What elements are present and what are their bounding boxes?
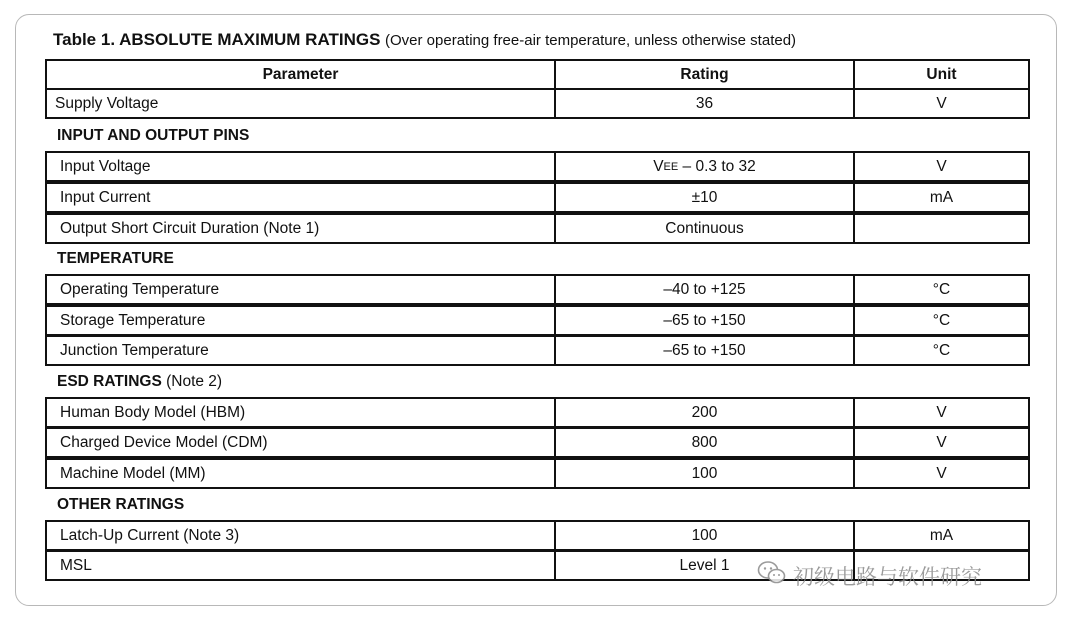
header-unit: Unit (853, 61, 1028, 88)
row-unit: V (853, 460, 1028, 487)
row-rating: ±10 (554, 184, 853, 211)
header-parameter: Parameter (262, 65, 339, 83)
table-row (45, 305, 1030, 336)
row-unit: °C (853, 276, 1028, 303)
row-parameter: Supply Voltage (55, 94, 159, 112)
row-unit: °C (853, 307, 1028, 334)
section-heading-io: INPUT AND OUTPUT PINS (57, 127, 250, 144)
row-parameter: Output Short Circuit Duration (Note 1) (60, 219, 320, 237)
header-rating: Rating (554, 61, 853, 88)
table-row (45, 182, 1030, 213)
row-parameter: Input Current (60, 188, 151, 206)
row-unit: V (853, 153, 1028, 180)
row-parameter: Storage Temperature (60, 311, 206, 329)
row-parameter: Latch-Up Current (Note 3) (60, 526, 240, 544)
watermark-text: 初级电路与软件研究 (793, 566, 982, 589)
row-parameter: Human Body Model (HBM) (60, 403, 246, 421)
row-unit: °C (853, 337, 1028, 364)
row-unit (853, 215, 1028, 242)
row-rating: 800 (554, 429, 853, 456)
table-row (45, 458, 1030, 489)
row-parameter: Input Voltage (60, 157, 151, 175)
table-row (45, 213, 1030, 244)
table-row (45, 427, 1030, 458)
row-parameter: MSL (60, 556, 92, 574)
table-row (45, 335, 1030, 366)
table-title (53, 30, 796, 50)
row-rating: –65 to +150 (554, 307, 853, 334)
table-row (45, 274, 1030, 305)
section-note: (Note 2) (166, 373, 223, 390)
table-row (45, 520, 1030, 551)
table-row (45, 397, 1030, 428)
row-parameter: Charged Device Model (CDM) (60, 433, 268, 451)
row-rating: V EE – 0.3 to 32 (554, 153, 853, 180)
row-unit: mA (853, 522, 1028, 549)
row-parameter: Machine Model (MM) (60, 464, 206, 482)
row-rating: 200 (554, 399, 853, 426)
table-header-row (45, 59, 1030, 90)
section-heading-other: OTHER RATINGS (57, 496, 185, 513)
row-parameter: Operating Temperature (60, 280, 220, 298)
row-unit: V (853, 90, 1028, 117)
table-row (45, 151, 1030, 182)
watermark (757, 560, 982, 592)
row-rating: 100 (554, 460, 853, 487)
section-heading-esd: ESD RATINGS (Note 2) (57, 373, 223, 390)
row-unit: V (853, 399, 1028, 426)
wechat-icon (757, 560, 793, 592)
section-heading-temperature: TEMPERATURE (57, 250, 174, 267)
row-rating: –65 to +150 (554, 337, 853, 364)
row-parameter: Junction Temperature (60, 341, 209, 359)
table-title-subtitle: (Over operating free-air temperature, unless otherwise stated) (385, 32, 797, 49)
row-unit: mA (853, 184, 1028, 211)
row-rating: 36 (554, 90, 853, 117)
row-rating: 100 (554, 522, 853, 549)
row-rating: Level 1 (554, 552, 853, 579)
table-row (45, 88, 1030, 119)
table-title-bold: Table 1. ABSOLUTE MAXIMUM RATINGS (53, 30, 381, 49)
row-rating: Continuous (554, 215, 853, 242)
row-unit: V (853, 429, 1028, 456)
row-rating: –40 to +125 (554, 276, 853, 303)
